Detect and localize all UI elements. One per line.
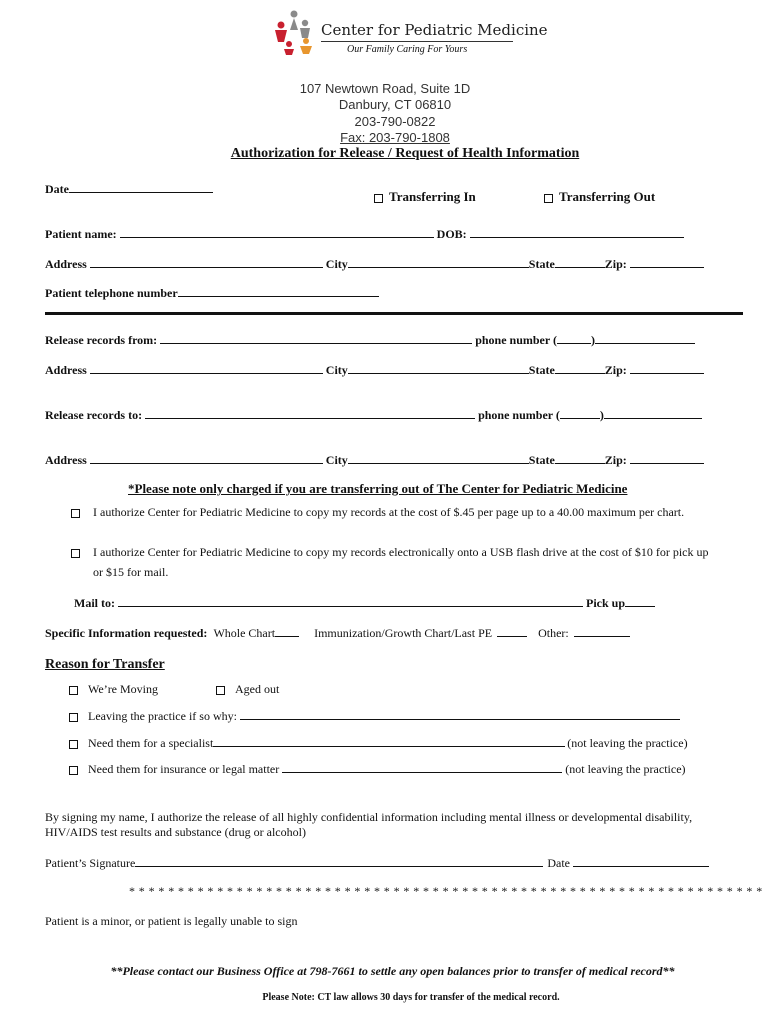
specialist-checkbox[interactable] (69, 740, 78, 749)
consent-line-2: HIV/AIDS test results and substance (drug or alcohol) (45, 825, 306, 839)
pick-up-label: Pick up (586, 596, 626, 610)
patient-name-row (45, 226, 687, 242)
consent-line-1: By signing my name, I authorize the release of all highly confidential information including mental illness or developmental disability, (45, 810, 693, 824)
release-from-phone-field[interactable] (595, 332, 695, 344)
patient-city-label: City (325, 257, 348, 271)
leaving-reason-field[interactable] (240, 708, 680, 720)
leaving-label: Leaving the practice if so why: (88, 709, 237, 723)
signature-row (45, 855, 712, 871)
date-label: Date (45, 182, 69, 196)
transfer-in-option[interactable] (374, 189, 476, 205)
patient-state-field[interactable] (555, 256, 605, 268)
immunization-label: Immunization/Growth Chart/Last PE (314, 626, 493, 640)
aged-out-label: Aged out (235, 682, 280, 696)
usb-copy-label-line1: I authorize Center for Pediatric Medicine to copy my records electronically onto a USB flash drive at the cost of $10 for pick up (93, 545, 709, 559)
other-label: Other: (538, 626, 569, 640)
reason-aged-out-option[interactable] (216, 682, 279, 697)
usb-copy-option[interactable] (71, 545, 708, 560)
release-to-zip-label: Zip: (604, 453, 627, 467)
signature-date-label: Date (547, 856, 570, 870)
release-to-city-field[interactable] (348, 452, 529, 464)
release-from-area-code-field[interactable] (557, 332, 591, 344)
patient-zip-field[interactable] (630, 256, 704, 268)
paper-copy-label: I authorize Center for Pediatric Medicine to copy my records at the cost of $.45 per page up to a 40.00 maximum per chart. (93, 505, 685, 519)
patient-zip-label: Zip: (604, 257, 627, 271)
patient-phone-field[interactable] (178, 285, 379, 297)
specific-info-label: Specific Information requested: (45, 626, 208, 640)
patient-address-row (45, 256, 707, 272)
release-from-city-label: City (325, 363, 348, 377)
release-from-state-field[interactable] (555, 362, 605, 374)
insurance-field[interactable] (282, 761, 562, 773)
patient-address-label: Address (45, 257, 87, 271)
reason-insurance-option[interactable] (69, 761, 686, 777)
phone-number: 203-790-0822 (354, 114, 436, 129)
fax-number: Fax: 203-790-1808 (340, 130, 450, 145)
org-name: Center for Pediatric Medicine (321, 21, 548, 39)
family-logo-icon (272, 8, 318, 56)
paper-copy-option[interactable] (71, 505, 684, 520)
release-to-phone-close: ) (599, 408, 604, 422)
mail-to-field[interactable] (118, 595, 583, 607)
patient-name-label: Patient name: (45, 227, 117, 241)
release-to-address-label: Address (45, 453, 87, 467)
logo-divider (321, 41, 513, 42)
release-to-field[interactable] (145, 407, 475, 419)
signature-date-field[interactable] (573, 855, 709, 867)
release-to-state-field[interactable] (555, 452, 605, 464)
release-from-row (45, 332, 695, 348)
whole-chart-field[interactable] (275, 625, 299, 637)
reason-moving-option[interactable] (69, 682, 158, 697)
release-from-state-label: State (528, 363, 555, 377)
moving-label: We’re Moving (88, 682, 159, 696)
specialist-label: Need them for a specialist (88, 736, 214, 750)
release-from-zip-label: Zip: (604, 363, 627, 377)
release-to-state-label: State (528, 453, 555, 467)
transfer-out-option[interactable] (544, 189, 655, 205)
insurance-not-leaving-label: (not leaving the practice) (565, 762, 686, 776)
transfer-out-checkbox[interactable] (544, 194, 553, 203)
release-from-field[interactable] (160, 332, 472, 344)
section-divider (45, 312, 743, 315)
specialist-not-leaving-label: (not leaving the practice) (567, 736, 688, 750)
transfer-in-label: Transferring In (389, 189, 476, 204)
release-to-address-field[interactable] (90, 452, 323, 464)
release-to-area-code-field[interactable] (560, 407, 600, 419)
release-to-label: Release records to: (45, 408, 143, 422)
insurance-label: Need them for insurance or legal matter (88, 762, 280, 776)
signature-field[interactable] (135, 855, 543, 867)
patient-name-field[interactable] (120, 226, 434, 238)
release-from-label: Release records from: (45, 333, 158, 347)
release-from-address-field[interactable] (90, 362, 323, 374)
address-line-2: Danbury, CT 06810 (338, 97, 452, 112)
signature-label: Patient’s Signature (45, 856, 136, 870)
release-from-zip-field[interactable] (630, 362, 704, 374)
patient-address-field[interactable] (90, 256, 323, 268)
specialist-field[interactable] (213, 735, 565, 747)
release-to-address-row (45, 452, 707, 468)
usb-copy-label-line2: or $15 for mail. (93, 565, 169, 579)
tagline: Our Family Caring For Yours (347, 44, 468, 55)
reason-specialist-option[interactable] (69, 735, 688, 751)
release-from-phone-label: phone number ( (475, 333, 557, 347)
reason-heading: Reason for Transfer (45, 657, 165, 672)
specific-info-row (45, 625, 630, 641)
release-to-city-label: City (325, 453, 348, 467)
minor-line: Patient is a minor, or patient is legally unable to sign (45, 914, 298, 928)
release-to-phone-label: phone number ( (478, 408, 560, 422)
patient-phone-label: Patient telephone number (45, 286, 178, 300)
leaving-checkbox[interactable] (69, 713, 78, 722)
date-field[interactable] (69, 181, 213, 193)
release-from-address-label: Address (45, 363, 87, 377)
paper-copy-checkbox[interactable] (71, 509, 80, 518)
patient-city-field[interactable] (348, 256, 529, 268)
business-office-note: **Please contact our Business Office at 798-7661 to settle any open balances prior to transfer of medical record** (110, 964, 675, 978)
dob-field[interactable] (470, 226, 684, 238)
mail-to-row (74, 595, 655, 611)
ct-law-note: Please Note: CT law allows 30 days for transfer of the medical record. (262, 992, 560, 1003)
aged-out-checkbox[interactable] (216, 686, 225, 695)
transfer-out-label: Transferring Out (559, 189, 656, 204)
dob-label: DOB: (436, 227, 467, 241)
transfer-in-checkbox[interactable] (374, 194, 383, 203)
usb-copy-checkbox[interactable] (71, 549, 80, 558)
patient-state-label: State (528, 257, 555, 271)
release-from-city-field[interactable] (348, 362, 529, 374)
release-to-phone-field[interactable] (604, 407, 702, 419)
release-to-row (45, 407, 702, 423)
address-line-1: 107 Newtown Road, Suite 1D (299, 81, 471, 96)
release-to-zip-field[interactable] (630, 452, 704, 464)
whole-chart-label: Whole Chart (213, 626, 276, 640)
moving-checkbox[interactable] (69, 686, 78, 695)
other-field[interactable] (574, 625, 630, 637)
form-title: Authorization for Release / Request of Health Information (230, 146, 580, 161)
release-from-phone-close: ) (590, 333, 595, 347)
date-row (45, 181, 213, 197)
insurance-checkbox[interactable] (69, 766, 78, 775)
reason-leaving-option[interactable] (69, 708, 683, 724)
release-from-address-row (45, 362, 707, 378)
asterisk-divider: * * * * * * * * * * * * * * * * * * * * * * * * * * * * * * * * * * * * * * * * * * * * * * * * * * * * * * * * * * * * * * * * * (129, 884, 763, 898)
charge-note: *Please note only charged if you are transferring out of The Center for Pediatric Medicine (128, 481, 628, 496)
patient-phone-row (45, 285, 379, 301)
mail-to-label: Mail to: (74, 596, 115, 610)
immunization-field[interactable] (497, 625, 527, 637)
pick-up-field[interactable] (625, 595, 655, 607)
